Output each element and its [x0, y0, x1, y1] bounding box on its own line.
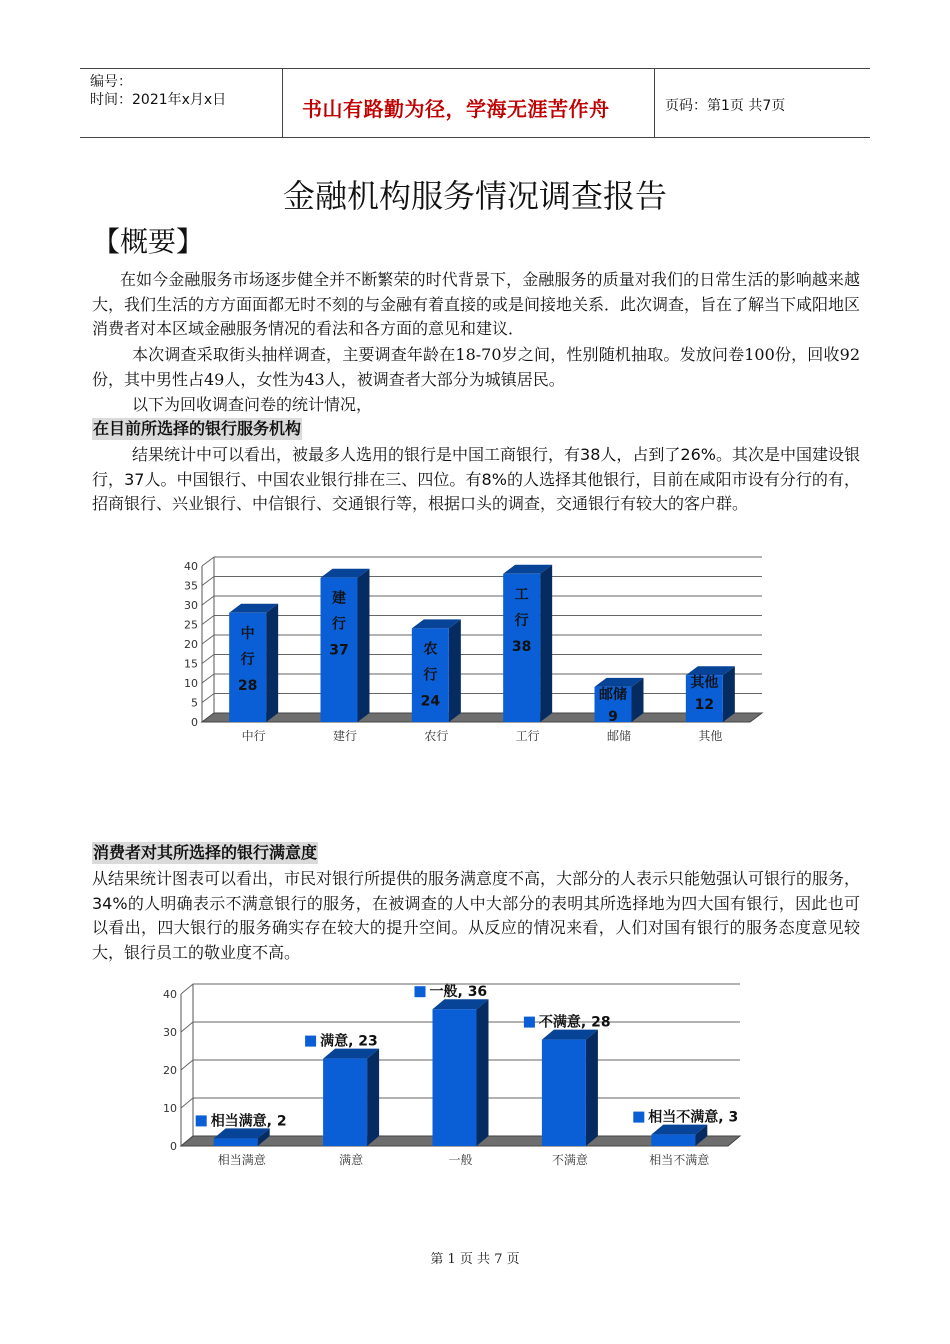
y-tick-label: 40 — [184, 560, 198, 573]
bar — [433, 1009, 477, 1146]
y-tick-label: 30 — [163, 1026, 177, 1039]
gridline-side — [202, 694, 214, 703]
bar-side — [266, 604, 278, 722]
bar — [214, 1138, 258, 1146]
gridline-side — [202, 635, 214, 644]
bar-data-label: 12 — [694, 697, 715, 714]
data-label-key — [524, 1017, 535, 1028]
paragraph-satisfaction: 从结果统计图表可以看出，市民对银行所提供的服务满意度不高，大部分的人表示只能勉强认可银行的服务，34%的人明确表示不满意银行的服务，在被调查的人中大部分的表明其所选择地为四大国有银行，因此也可以看出，四大银行的服务确实存在较大的提升空间。从反应的情况来看，人们对国有银行的服务态度意见较大，银行员工的敬业度不高。 — [92, 869, 861, 962]
bar-side — [586, 1030, 598, 1146]
gridline-side — [202, 557, 214, 566]
x-tick-label: 不满意 — [551, 1153, 588, 1167]
data-label-key — [305, 1036, 316, 1047]
bar-data-label: 不满意, 28 — [538, 1014, 611, 1031]
bar-data-label: 其他 — [690, 675, 719, 692]
section-heading-banks: 在目前所选择的银行服务机构 — [93, 419, 302, 438]
y-tick-label: 30 — [184, 599, 198, 612]
bar-data-label: 28 — [237, 677, 258, 694]
page-title: 金融机构服务情况调查报告 — [282, 177, 667, 215]
bar-data-label: 满意, 23 — [320, 1033, 378, 1050]
bar-data-label: 行 — [240, 651, 255, 668]
x-tick-label: 相当满意 — [217, 1153, 266, 1167]
bar-data-label: 工 — [514, 586, 529, 603]
bar-data-label: 一般, 36 — [429, 984, 488, 1001]
gridline-side — [202, 655, 214, 664]
y-tick-label: 25 — [184, 618, 198, 632]
gridline-side — [202, 596, 214, 605]
chart-floor — [202, 713, 762, 722]
y-tick-label: 5 — [191, 696, 198, 710]
bar-data-label: 行 — [332, 616, 346, 633]
y-tick-label: 20 — [163, 1064, 177, 1077]
bar — [542, 1040, 586, 1146]
header-motto-cell — [282, 69, 655, 137]
motto: 书山有路勤为径，学海无涯苦作舟 — [302, 97, 610, 121]
y-tick-label: 15 — [184, 657, 198, 671]
bar — [651, 1135, 695, 1146]
data-label-key — [196, 1115, 207, 1126]
x-tick-label: 满意 — [339, 1153, 364, 1167]
bar-side — [367, 1049, 379, 1146]
x-tick-label: 工行 — [515, 729, 540, 743]
x-tick-label: 一般 — [448, 1153, 473, 1167]
gridline-side — [202, 674, 214, 683]
page-footer: 第 1 页 共 7 页 — [430, 1252, 520, 1267]
bar-data-label: 邮储 — [599, 686, 627, 703]
x-tick-label: 中行 — [241, 729, 266, 743]
satisfaction-chart — [150, 980, 760, 1172]
y-tick-label: 10 — [184, 677, 198, 690]
page-info: 页码：第1页 共7页 — [665, 98, 786, 114]
y-tick-label: 35 — [184, 579, 198, 593]
bar-side — [449, 619, 461, 722]
section-heading-satisfaction: 消费者对其所选择的银行满意度 — [93, 843, 318, 862]
paragraph-lead: 以下为回收调查问卷的统计情况， — [132, 395, 373, 414]
paragraph-banks: 结果统计中可以看出，被最多人选用的银行是中国工商银行，有38人，占到了26%。其次是中国建设银行，37人。中国银行、中国农业银行排在三、四位。有8%的人选择其他银行，目前在咸阳市设有分行的有，招商银行、兴业银行、中信银行、交通银行等，根据口头的调查，交通银行有较大的客户群。 — [92, 445, 860, 513]
header-table — [80, 68, 870, 138]
y-tick-label: 40 — [163, 988, 177, 1001]
bar-data-label: 37 — [329, 642, 349, 659]
bar-data-label: 中 — [240, 625, 255, 642]
bar-data-label: 行 — [514, 612, 529, 629]
gridline-side — [202, 577, 214, 586]
gridline-side — [181, 984, 193, 994]
bar-data-label: 9 — [608, 708, 618, 725]
gridline-side — [181, 1060, 193, 1070]
bar-data-label: 建 — [332, 590, 346, 607]
y-tick-label: 0 — [170, 1140, 177, 1153]
header-meta-cell — [80, 69, 283, 137]
gridline-side — [181, 1022, 193, 1032]
overview-heading: 【概要】 — [92, 225, 205, 258]
bar-data-label: 行 — [423, 667, 438, 684]
data-label-key — [415, 986, 426, 997]
bar-data-label: 农 — [423, 641, 438, 658]
number-label: 编号： — [90, 74, 132, 90]
y-tick-label: 10 — [163, 1102, 177, 1115]
bar-data-label: 38 — [511, 638, 532, 655]
bar-side — [540, 565, 552, 722]
bar-side — [723, 666, 735, 722]
x-tick-label: 邮储 — [606, 729, 632, 743]
bar — [323, 1059, 367, 1146]
x-tick-label: 农行 — [424, 729, 449, 743]
x-tick-label: 建行 — [332, 729, 358, 743]
bar-side — [358, 569, 370, 722]
time-label: 时间：2021年x月x日 — [90, 92, 227, 108]
bar-data-label: 相当满意, 2 — [210, 1113, 287, 1130]
y-tick-label: 20 — [184, 638, 198, 651]
y-tick-label: 0 — [191, 716, 198, 729]
gridline-side — [202, 616, 214, 625]
gridline-side — [181, 1098, 193, 1108]
bar-data-label: 24 — [420, 693, 441, 710]
bar-side — [477, 999, 489, 1146]
header-page-cell — [655, 69, 870, 137]
data-label-key — [633, 1112, 644, 1123]
bar-data-label: 相当不满意, 3 — [648, 1109, 739, 1126]
x-tick-label: 相当不满意 — [649, 1153, 710, 1167]
paragraph-intro: 在如今金融服务市场逐步健全并不断繁荣的时代背景下，金融服务的质量对我们的日常生活的影响越来越大，我们生活的方方面面都无时不刻的与金融有着直接的或是间接地关系．此次调查，旨在了解当下咸阳地区消费者对本区域金融服务情况的看法和各方面的意见和建议． — [92, 270, 861, 338]
x-tick-label: 其他 — [698, 729, 723, 743]
bank-choice-chart — [160, 556, 780, 752]
paragraph-method: 本次调查采取街头抽样调查，主要调查年龄在18-70岁之间，性别随机抽取。发放问卷100份，回收92份，其中男性占49人，女性为43人，被调查者大部分为城镇居民。 — [92, 345, 860, 389]
